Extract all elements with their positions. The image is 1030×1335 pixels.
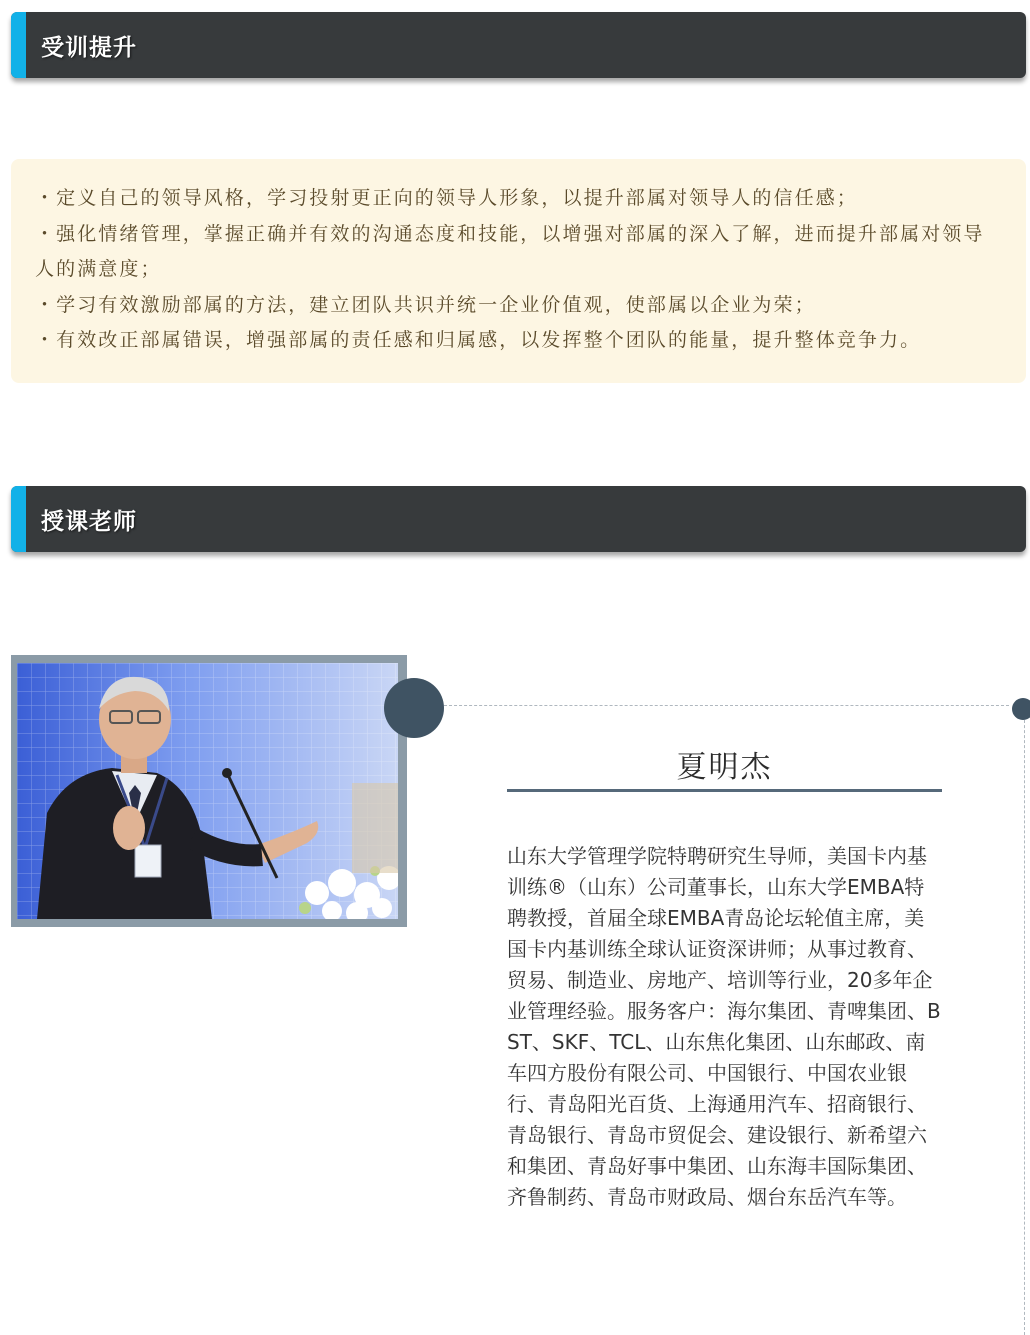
timeline-dashed-line-vertical [1024,705,1025,1335]
benefit-item: ・有效改正部属错误，增强部属的责任感和归属感，以发挥整个团队的能量，提升整体竞争力。 [35,329,922,351]
teacher-bio: 山东大学管理学院特聘研究生导师，美国卡内基训练®（山东）公司董事长，山东大学EMBA特聘教授，首届全球EMBA青岛论坛轮值主席，美国卡内基训练全球认证资深讲师；从事过教育、贸易、制造业、房地产、培训等行业，20多年企业管理经验。服务客户：海尔集团、青啤集团、BST、SKF、TCL、山东焦化集团、山东邮政、南车四方股份有限公司、中国银行、中国农业银行、青岛阳光百货、上海通用汽车、招商银行、青岛银行、青岛市贸促会、建设银行、新希望六和集团、青岛好事中集团、山东海丰国际集团、齐鲁制药、青岛市财政局、烟台东岳汽车等。 [507,844,941,1209]
teacher-name: 夏明杰 [676,750,773,785]
teacher-photo [17,663,398,919]
teacher-photo-illustration [17,663,398,919]
section-header-teacher [11,486,1026,552]
section-title-teacher: 授课老师 [41,509,137,535]
timeline-dashed-line [444,705,1009,706]
benefit-item: ・学习有效激励部属的方法，建立团队共识并统一企业价值观，使部属以企业为荣； [35,293,816,316]
name-underline [507,789,942,792]
header-accent-bar [11,486,26,552]
section-title-benefits: 受训提升 [41,35,137,61]
timeline-dot [384,678,444,738]
header-accent-bar [11,12,26,78]
timeline-end-dot [1012,698,1030,720]
benefit-item: ・强化情绪管理，掌握正确并有效的沟通态度和技能，以增强对部属的深入了解，进而提升部属对领导人的满意度； [35,222,985,280]
teacher-photo-frame [11,655,407,927]
benefits-box [11,159,1026,383]
section-header-benefits [11,12,1026,78]
benefit-item: ・定义自己的领导风格，学习投射更正向的领导人形象，以提升部属对领导人的信任感； [35,187,858,209]
